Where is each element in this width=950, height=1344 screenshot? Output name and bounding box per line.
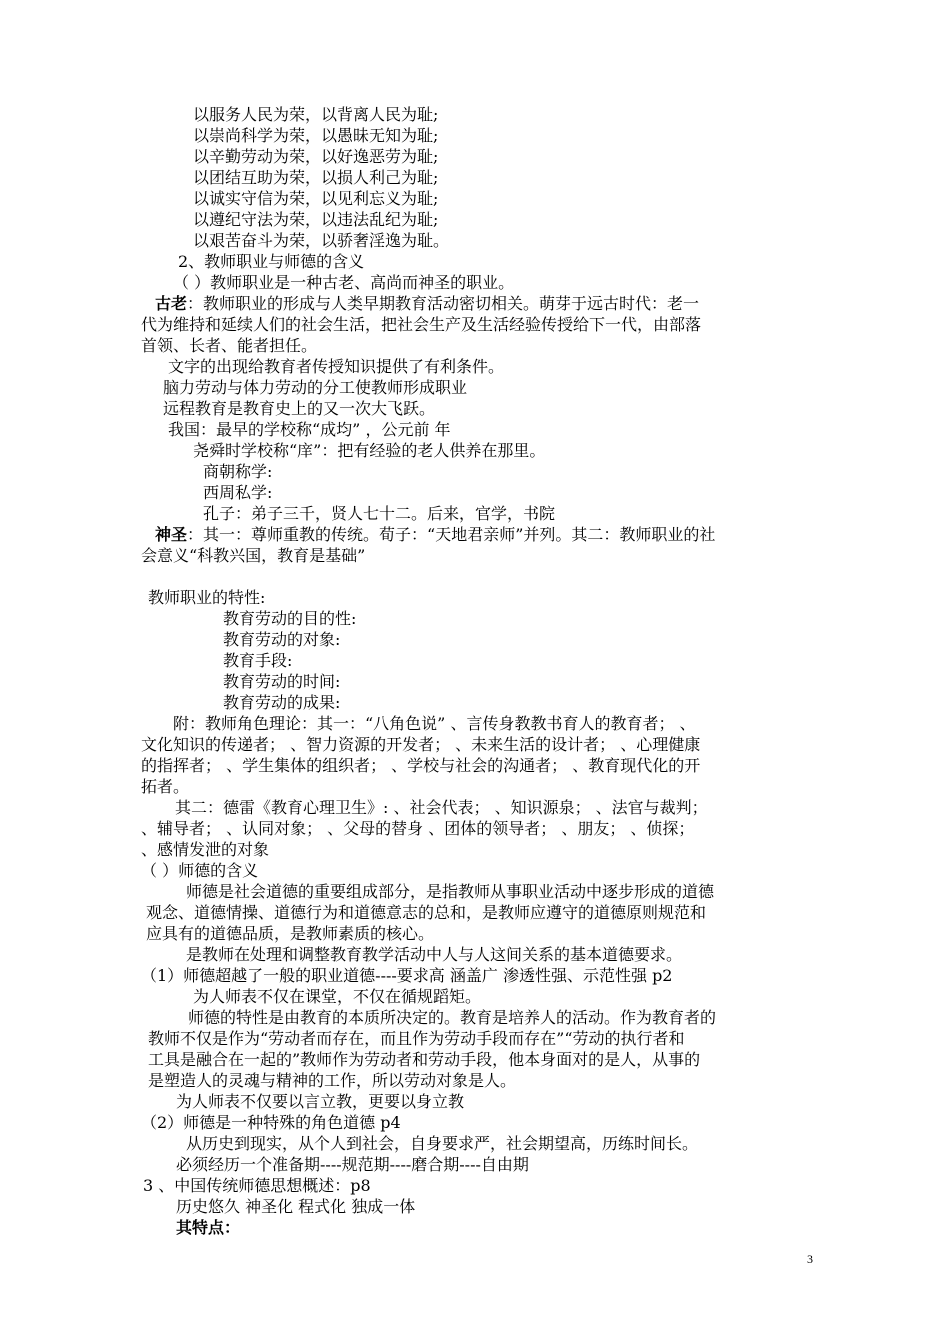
list-item: 教育劳动的目的性: xyxy=(223,609,357,628)
text-line-content: ：教师职业的形成与人类早期教育活动密切相关。萌芽于远古时代：老一 xyxy=(187,294,700,313)
page-number: 3 xyxy=(807,1252,813,1266)
text-line: 文化知识的传递者； 、智力资源的开发者； 、未来生活的设计者； 、心理健康 xyxy=(141,735,701,754)
text-line: 以崇尚科学为荣，以愚昧无知为耻; xyxy=(193,126,439,145)
text-line: 、辅导者； 、认同对象； 、父母的替身 、团体的领导者； 、朋友； 、侦探； xyxy=(141,819,695,838)
bold-heading: 其特点： xyxy=(176,1218,241,1237)
text-line: 代为维持和延续人们的社会生活，把社会生产及生活经验传授给下一代，由部落 xyxy=(141,315,702,334)
text-line: 、感情发泄的对象 xyxy=(141,840,270,859)
text-line: 商朝称学: xyxy=(203,462,273,481)
text-line: 师德是社会道德的重要组成部分，是指教师从事职业活动中逐步形成的道德 xyxy=(186,882,715,901)
text-line: 文字的出现给教育者传授知识提供了有利条件。 xyxy=(168,357,505,376)
subsection-heading: （ ）教师职业是一种古老、高尚而神圣的职业。 xyxy=(173,273,515,292)
text-line: 历史悠久 神圣化 程式化 独成一体 xyxy=(176,1197,416,1216)
text-line: 为人师表不仅要以言立教，更要以身立教 xyxy=(176,1092,465,1111)
text-line: 从历史到现实，从个人到社会，自身要求严，社会期望高，历练时间长。 xyxy=(186,1134,699,1153)
text-line: 会意义“科教兴国，教育是基础” xyxy=(141,546,366,565)
text-line: 以遵纪守法为荣，以违法乱纪为耻; xyxy=(193,210,439,229)
text-line: 以团结互助为荣，以损人利己为耻; xyxy=(193,168,439,187)
text-line: 附：教师角色理论：其一：“八角色说” 、言传身教教书育人的教育者； 、 xyxy=(173,714,696,733)
bold-term: 古老 xyxy=(155,294,188,313)
text-line: 远程教育是教育史上的又一次大飞跃。 xyxy=(163,399,436,418)
text-line: 观念、道德情操、道德行为和道德意志的总和，是教师应遵守的道德原则规范和 xyxy=(146,903,707,922)
text-line: 其二：德雷《教育心理卫生》: 、社会代表； 、知识源泉； 、法官与裁判； xyxy=(175,798,708,817)
text-line: 西周私学: xyxy=(203,483,273,502)
section-heading: 教师职业的特性: xyxy=(148,588,266,607)
text-line: 尧舜时学校称“庠”：把有经验的老人供养在那里。 xyxy=(193,441,546,460)
subsection-heading: （ ）师德的含义 xyxy=(141,861,259,880)
text-line: 必须经历一个准备期----规范期----磨合期----自由期 xyxy=(176,1155,529,1174)
text-line: 以辛勤劳动为荣，以好逸恶劳为耻; xyxy=(193,147,439,166)
section-heading: 2、教师职业与师德的含义 xyxy=(178,252,365,271)
text-line: 拓者。 xyxy=(141,777,190,796)
text-line: 应具有的道德品质，是教师素质的核心。 xyxy=(146,924,435,943)
text-line: 首领、长者、能者担任。 xyxy=(141,336,318,355)
text-line: 工具是融合在一起的”教师作为劳动者和劳动手段，他本身面对的是人，从事的 xyxy=(148,1050,701,1069)
text-line: 以诚实守信为荣，以见利忘义为耻; xyxy=(193,189,439,208)
numbered-point: （1）师德超越了一般的职业道德----要求高 涵盖广 渗透性强、示范性强 p2 xyxy=(141,966,673,985)
list-item: 教育劳动的成果: xyxy=(223,693,341,712)
list-item: 教育手段: xyxy=(223,651,293,670)
text-line: 我国：最早的学校称“成均” ，公元前 年 xyxy=(168,420,451,439)
section-heading: 3 、中国传统师德思想概述：p8 xyxy=(143,1176,371,1195)
text-line-content: ：其一：尊师重教的传统。荀子：“天地君亲师”并列。其二：教师职业的社 xyxy=(187,525,716,544)
text-line: 为人师表不仅在课堂，不仅在循规蹈矩。 xyxy=(193,987,482,1006)
text-line: 是塑造人的灵魂与精神的工作，所以劳动对象是人。 xyxy=(148,1071,517,1090)
text-line: 教师不仅是作为“劳动者而存在，而且作为劳动手段而存在”“劳动的执行者和 xyxy=(148,1029,685,1048)
list-item: 教育劳动的时间: xyxy=(223,672,341,691)
numbered-point: （2）师德是一种特殊的角色道德 p4 xyxy=(141,1113,401,1132)
text-line: 以服务人民为荣，以背离人民为耻; xyxy=(193,105,439,124)
text-line: 孔子：弟子三千，贤人七十二。后来，官学，书院 xyxy=(203,504,556,523)
text-line: 是教师在处理和调整教育教学活动中人与人这间关系的基本道德要求。 xyxy=(186,945,683,964)
text-line: 脑力劳动与体力劳动的分工使教师形成职业 xyxy=(163,378,468,397)
text-line: 的指挥者； 、学生集体的组织者； 、学校与社会的沟通者； 、教育现代化的开 xyxy=(141,756,701,775)
text-line: 以艰苦奋斗为荣，以骄奢淫逸为耻。 xyxy=(193,231,450,250)
text-line xyxy=(155,524,715,545)
list-item: 教育劳动的对象: xyxy=(223,630,341,649)
text-line xyxy=(155,293,699,314)
text-line: 师德的特性是由教育的本质所决定的。教育是培养人的活动。作为教育者的 xyxy=(188,1008,717,1027)
bold-term: 神圣 xyxy=(155,525,188,544)
